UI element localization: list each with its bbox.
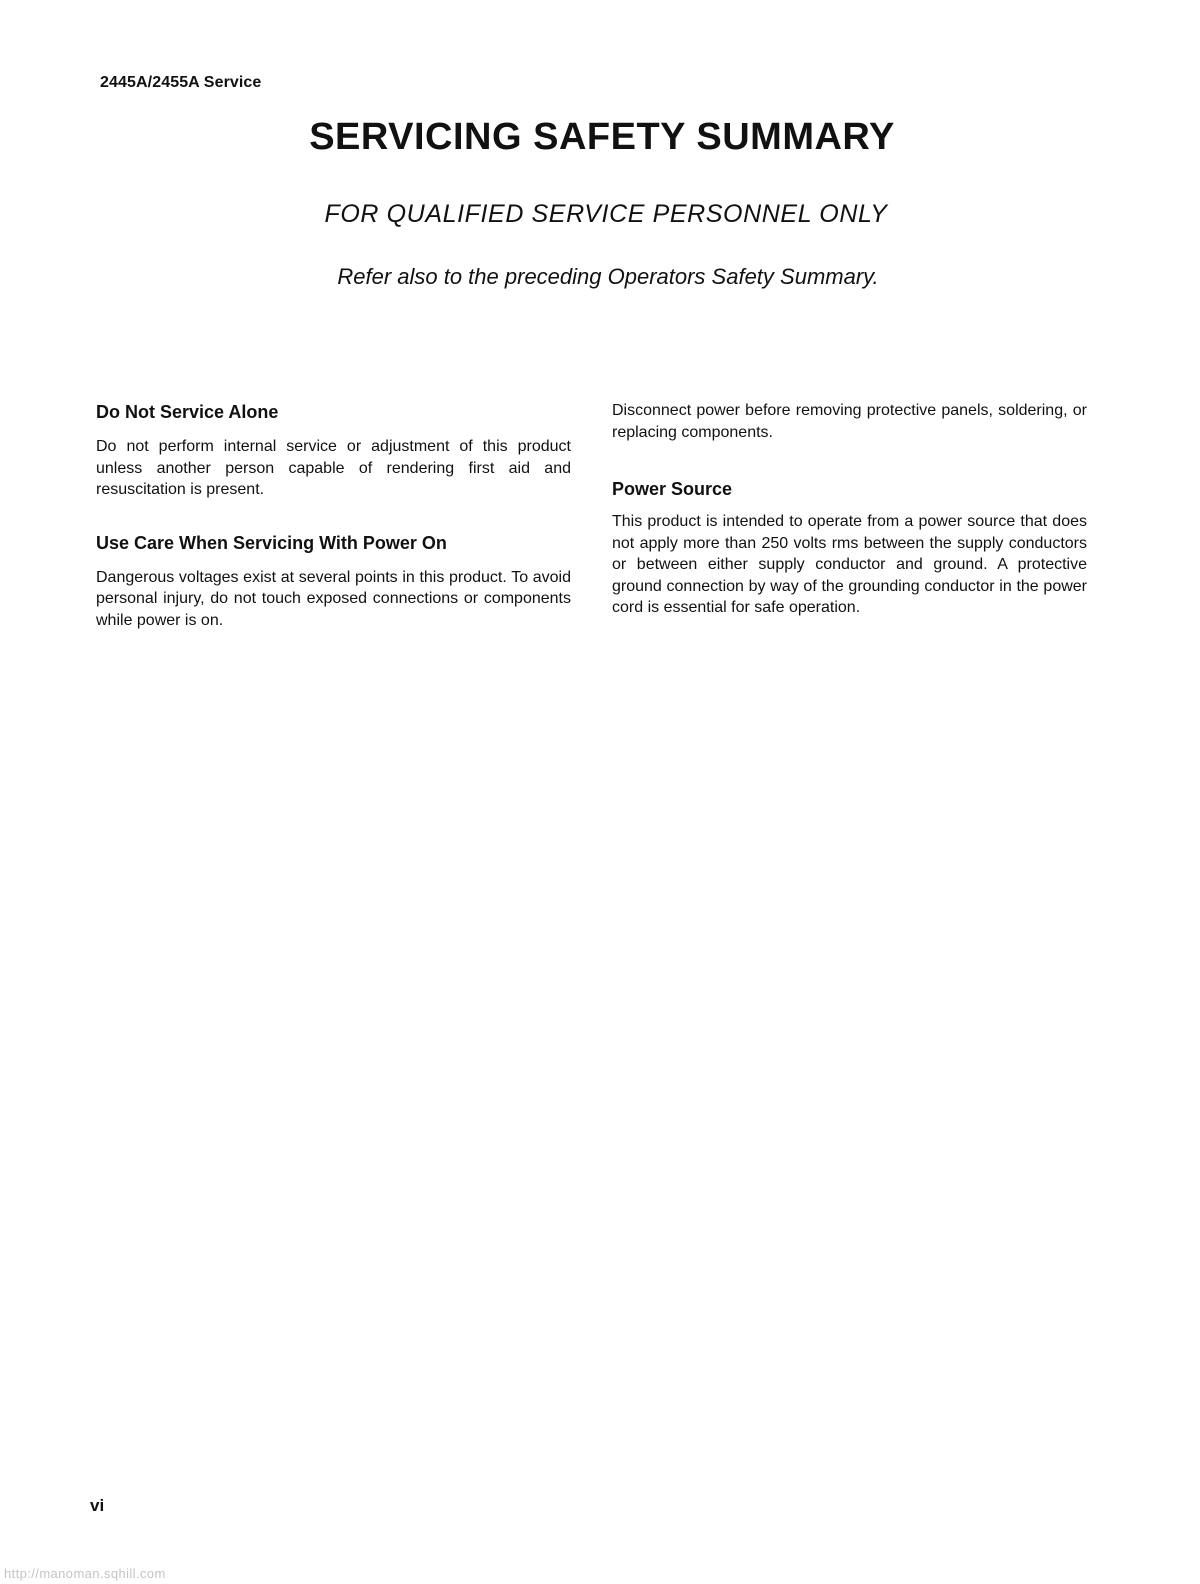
running-header: 2445A/2455A Service [100,74,262,91]
section-body: This product is intended to operate from a power source that does not apply more than 250 volts rms between the supply conductors or between either supply conductor and ground. A protective ground connection by way of the grounding conductor in the power cord is essential for safe operation. [612,513,1087,616]
page-number: vi [90,1496,105,1515]
section-use-care-power-on [96,531,571,632]
section-power-source [612,477,1087,619]
section-body: Do not perform internal service or adjustment of this product unless another person capable of rendering first aid and resuscitation is present. [96,438,571,498]
page-title: SERVICING SAFETY SUMMARY [309,116,895,158]
disconnect-power-paragraph: Disconnect power before removing protective panels, soldering, or replacing components. [612,402,1087,441]
right-column [612,400,1087,649]
section-body: Dangerous voltages exist at several points in this product. To avoid personal injury, do not touch exposed connections or components while power is on. [96,568,571,629]
left-column [96,400,571,661]
section-heading: Power Source [612,479,733,499]
section-do-not-service-alone [96,400,571,501]
page-subtitle: FOR QUALIFIED SERVICE PERSONNEL ONLY [324,200,888,228]
section-heading: Do Not Service Alone [96,402,279,422]
source-url-watermark: http://manoman.sqhill.com [4,1566,166,1581]
section-heading: Use Care When Servicing With Power On [96,532,447,553]
refer-note: Refer also to the preceding Operators Safety Summary. [337,264,879,289]
